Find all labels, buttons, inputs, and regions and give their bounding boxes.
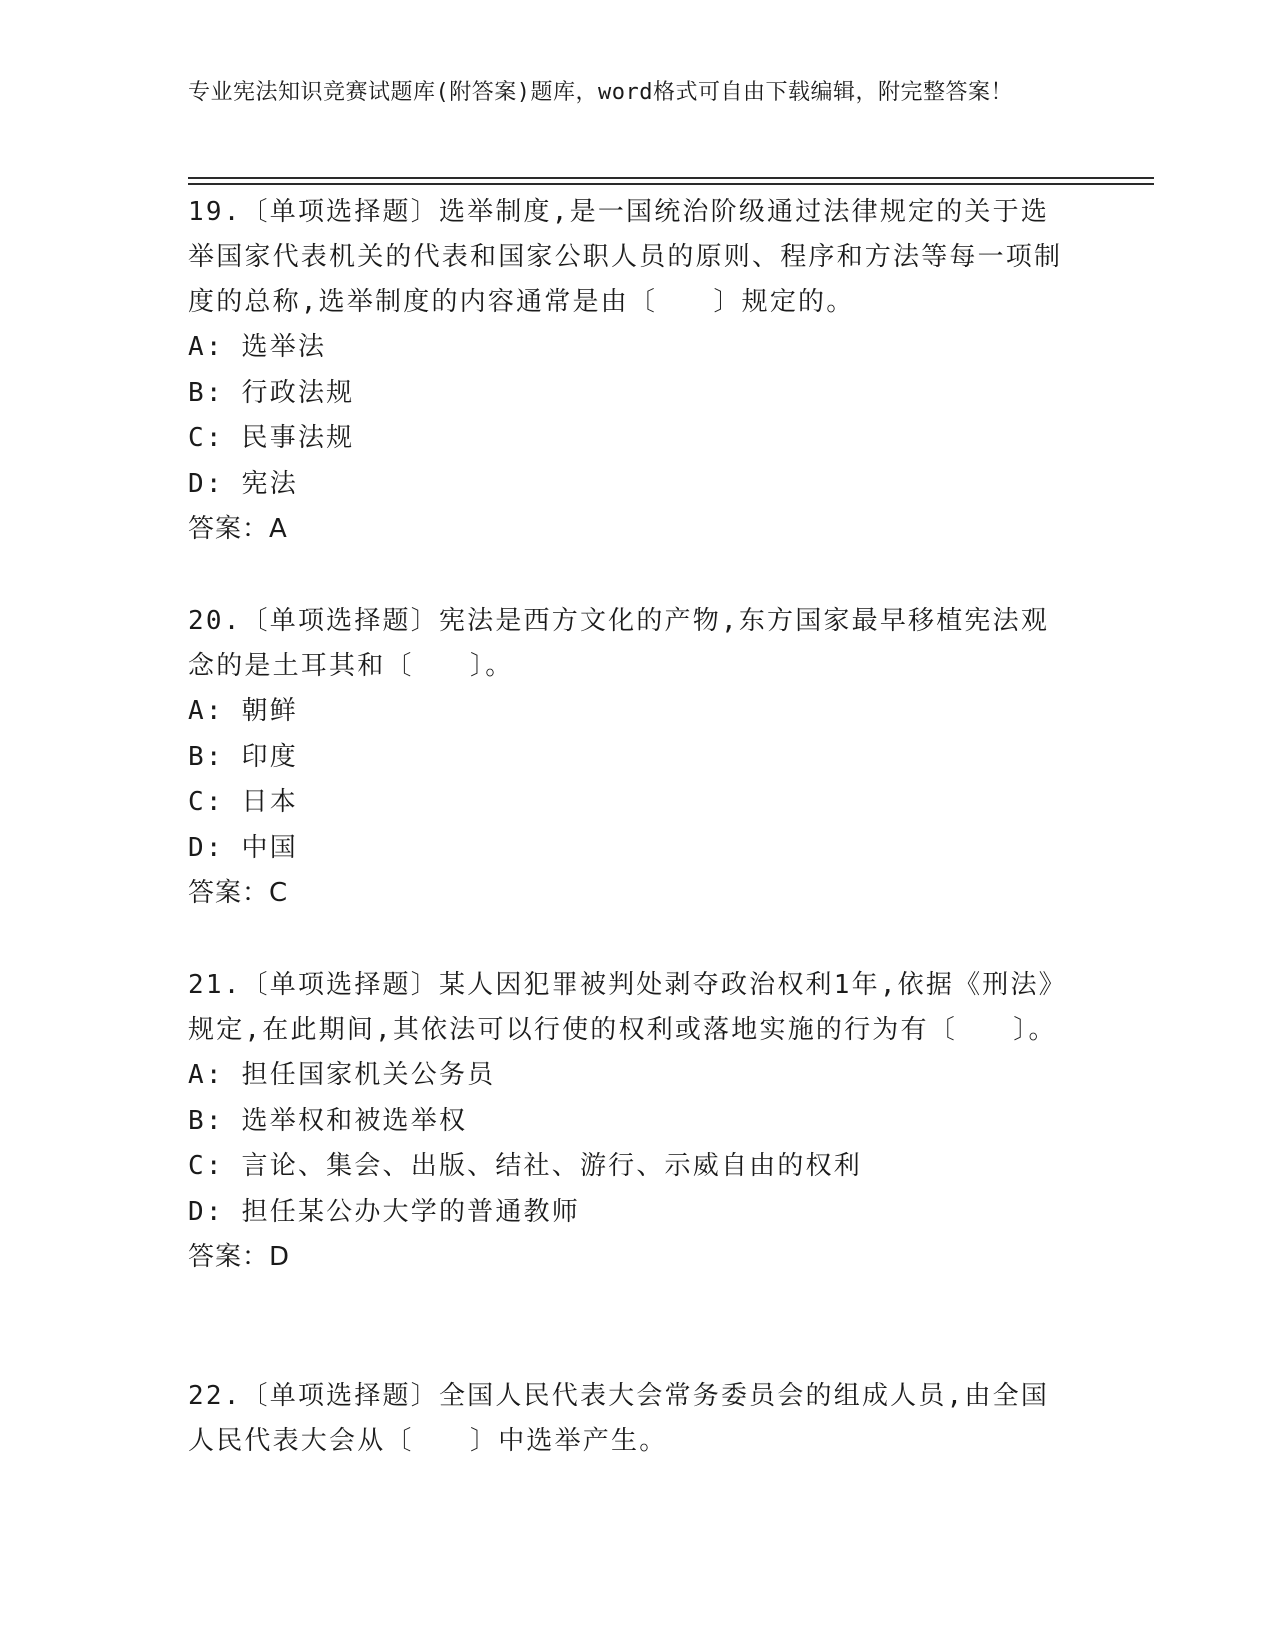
question-20	[188, 599, 1068, 916]
option-d: D: 担任某公办大学的普通教师	[188, 1196, 580, 1227]
option-a: A: 担任国家机关公务员	[188, 1060, 496, 1090]
option-a: A: 选举法	[188, 332, 327, 362]
option-c: C: 民事法规	[188, 423, 355, 453]
option-b: B: 印度	[188, 741, 298, 772]
header-rule-top	[188, 177, 1154, 179]
question-19	[188, 190, 1068, 552]
answer-line: 答案：A	[188, 514, 288, 544]
option-b: B: 行政法规	[188, 377, 355, 408]
question-stem: 20.〔单项选择题〕宪法是西方文化的产物,东方国家最早移植宪法观念的是土耳其和〔 〕。	[188, 606, 1050, 681]
question-22	[188, 1374, 1068, 1464]
answer-line: 答案：C	[188, 878, 289, 908]
question-stem: 22.〔单项选择题〕全国人民代表大会常务委员会的组成人员,由全国人民代表大会从〔 〕中选举产生。	[188, 1381, 1050, 1456]
option-c: C: 言论、集会、出版、结社、游行、示威自由的权利	[188, 1151, 862, 1181]
header-rule-bottom	[188, 183, 1154, 185]
option-list	[188, 325, 1068, 507]
option-a: A: 朝鲜	[188, 696, 298, 726]
option-list	[188, 1053, 1068, 1235]
option-c: C: 日本	[188, 787, 298, 817]
answer-line: 答案：D	[188, 1242, 291, 1272]
document-header: 专业宪法知识竞赛试题库(附答案)题库，word格式可自由下载编辑，附完整答案！	[188, 80, 1013, 105]
option-d: D: 宪法	[188, 468, 298, 499]
question-stem: 21.〔单项选择题〕某人因犯罪被判处剥夺政治权利1年,依据《刑法》规定,在此期间,其依法可以行使的权利或落地实施的行为有〔 〕。	[188, 970, 1067, 1045]
option-d: D: 中国	[188, 832, 298, 863]
option-list	[188, 689, 1068, 871]
question-21	[188, 963, 1068, 1280]
option-b: B: 选举权和被选举权	[188, 1105, 468, 1136]
question-stem: 19.〔单项选择题〕选举制度,是一国统治阶级通过法律规定的关于选举国家代表机关的代表和国家公职人员的原则、程序和方法等每一项制度的总称,选举制度的内容通常是由〔 〕规定的。	[188, 197, 1063, 317]
